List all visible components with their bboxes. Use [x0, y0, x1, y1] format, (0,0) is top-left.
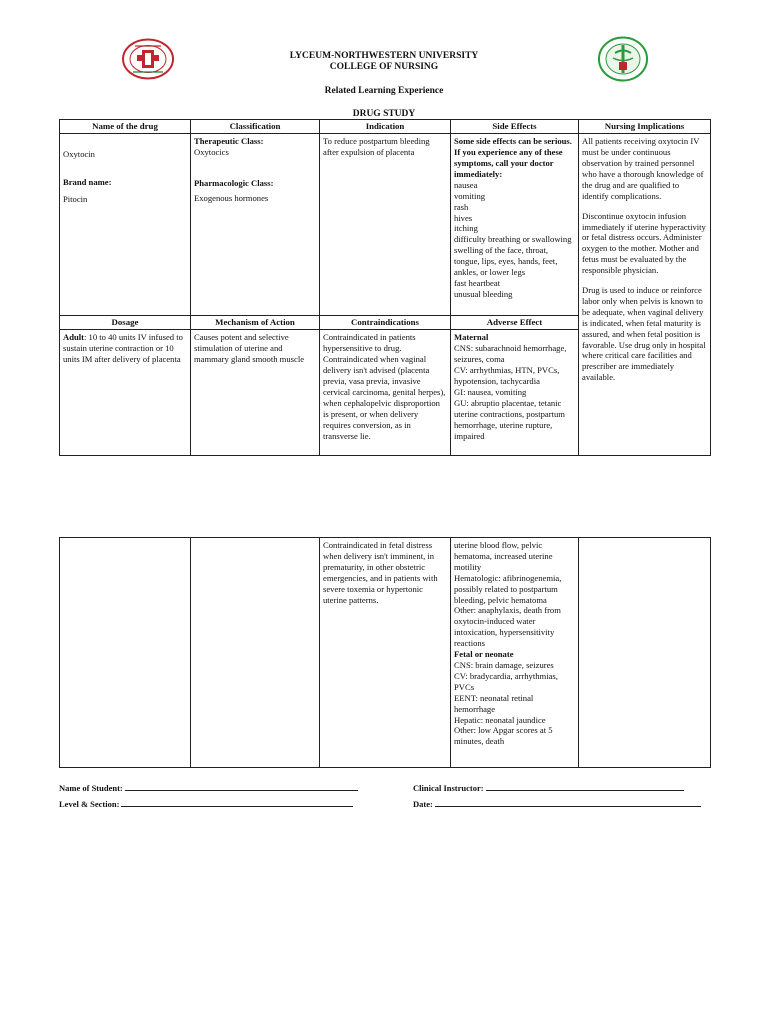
therapeutic-class: Oxytocics [194, 147, 229, 158]
header-row [60, 120, 711, 134]
col-side-effects: Side Effects [451, 120, 579, 134]
list-item: itching [454, 223, 478, 234]
therapeutic-label: Therapeutic Class: [194, 136, 264, 147]
col-indication: Indication [320, 120, 451, 134]
dosage-cell-cont [60, 538, 191, 768]
col-name: Name of the drug [60, 120, 191, 134]
dosage-text: : 10 to 40 units IV infused to sustain uterine contraction or 10 units IM after delivery of placenta [63, 332, 183, 365]
classification-cell [191, 134, 320, 316]
nursing-paragraph: Discontinue oxytocin infusion immediately if uterine hyperactivity or fetal distress occurs. Administer oxygen to the mother. Mother and fetus must be evaluated by the responsible physician. [582, 210, 706, 276]
col-classification: Classification [191, 120, 320, 134]
level-section-field[interactable] [59, 798, 353, 810]
contraindications-text: Contraindicated in patients hypersensitive to drug. Contraindicated when vaginal delivery isn't advised (placenta previa, vasa previa, invasive cervical carcinoma, genital herpes), when cephalopelvic disproportion is present, or when delivery requires conversion, as in transverse lie. [323, 332, 446, 441]
indication-cell [320, 134, 451, 316]
date-label: Date: [413, 799, 433, 809]
col-nursing: Nursing Implications [579, 120, 711, 134]
indication-text: To reduce postpartum bleeding after expulsion of placenta [323, 136, 430, 158]
drug-study-table [59, 119, 711, 456]
list-item: CV: bradycardia, arrhythmias, PVCs [454, 670, 558, 692]
contraindications-cell [320, 330, 451, 456]
college-name: COLLEGE OF NURSING [329, 62, 439, 72]
nursing-paragraph: Drug is used to induce or reinforce labor only when pelvis is known to be adequate, when vaginal delivery is indicated, when fetal maturity is assured, and when fetal position is favorable. Use drug only in hospital where critical care facilities and prescriber are immediately available. [582, 285, 706, 383]
page-title: DRUG STUDY [352, 109, 416, 119]
list-item: GU: abruptio placentae, tetanic uterine contractions, postpartum hemorrhage, uterine rupture, impaired [454, 397, 565, 441]
list-item: difficulty breathing or swallowing [454, 234, 572, 245]
side-effects-cell [451, 134, 579, 316]
level-label: Level & Section: [59, 799, 120, 809]
student-label: Name of Student: [59, 783, 123, 793]
university-name: LYCEUM-NORTHWESTERN UNIVERSITY [289, 51, 479, 61]
pharmacologic-label: Pharmacologic Class: [194, 177, 274, 188]
generic-name: Oxytocin [63, 149, 95, 160]
list-item: uterine blood flow, pelvic hematoma, increased uterine motility [454, 540, 553, 572]
col-dosage: Dosage [60, 316, 191, 330]
contraindications-cell-cont [320, 538, 451, 768]
table-row [60, 538, 711, 768]
list-item: EENT: neonatal retinal hemorrhage [454, 692, 534, 714]
col-mechanism: Mechanism of Action [191, 316, 320, 330]
dosage-cell [60, 330, 191, 456]
list-item: vomiting [454, 190, 486, 201]
drug-name-cell [60, 134, 191, 316]
side-effects-intro: Some side effects can be serious. If you experience any of these symptoms, call your doctor immediately: [454, 136, 572, 179]
nursing-implications-cell [579, 134, 711, 456]
adverse-effect-cell-cont [451, 538, 579, 768]
list-item: fast heartbeat [454, 277, 501, 288]
list-item: Hepatic: neonatal jaundice [454, 714, 546, 725]
adverse-effect-cell [451, 330, 579, 456]
pharmacologic-class: Exogenous hormones [194, 192, 269, 203]
maternal-label: Maternal [454, 332, 489, 343]
brand-label: Brand name: [63, 177, 112, 188]
date-field[interactable] [413, 798, 701, 810]
mechanism-cell [191, 330, 320, 456]
list-item: hives [454, 212, 473, 223]
nursing-paragraph: All patients receiving oxytocin IV must be under continuous observation by trained personnel who have a thorough knowledge of the drug and are qualified to identify complications. [582, 136, 704, 201]
table-row [60, 134, 711, 316]
list-item: nausea [454, 179, 478, 190]
list-item: swelling of the face, throat, tongue, lips, eyes, hands, feet, ankles, or lower legs [454, 245, 558, 278]
list-item: CNS: subarachnoid hemorrhage, seizures, coma [454, 343, 567, 365]
list-item: Other: anaphylaxis, death from oxytocin-induced water intoxication, hypersensitivity reactions [454, 605, 561, 649]
dosage-label: Adult [63, 332, 85, 343]
list-item: GI: nausea, vomiting [454, 386, 527, 397]
list-item: Hematologic: afibrinogenemia, possibly related to postpartum bleeding, pelvic hematoma [454, 572, 562, 605]
col-adverse-effect: Adverse Effect [451, 316, 579, 330]
brand-name: Pitocin [63, 193, 88, 204]
page-subtitle: Related Learning Experience [324, 86, 444, 96]
clinical-instructor-field[interactable] [413, 782, 684, 794]
nursing-cell-cont [579, 538, 711, 768]
list-item: Other: low Apgar scores at 5 minutes, death [454, 725, 553, 747]
list-item: CV: arrhythmias, HTN, PVCs, hypotension, tachycardia [454, 365, 560, 386]
instructor-label: Clinical Instructor: [413, 783, 484, 793]
list-item: rash [454, 201, 469, 212]
fetal-label: Fetal or neonate [454, 649, 514, 660]
list-item: unusual bleeding [454, 288, 513, 299]
col-contraindications: Contraindications [320, 316, 451, 330]
list-item: CNS: brain damage, seizures [454, 659, 554, 670]
drug-study-table-continued [59, 537, 711, 768]
mechanism-cell-cont [191, 538, 320, 768]
student-name-field[interactable] [59, 782, 358, 794]
contraindications-text: Contraindicated in fetal distress when delivery isn't imminent, in prematurity, in other obstetric emergencies, and in patients with severe toxemia or hypertonic uterine patterns. [323, 540, 438, 605]
mechanism-text: Causes potent and selective stimulation of uterine and mammary gland smooth muscle [194, 332, 305, 365]
